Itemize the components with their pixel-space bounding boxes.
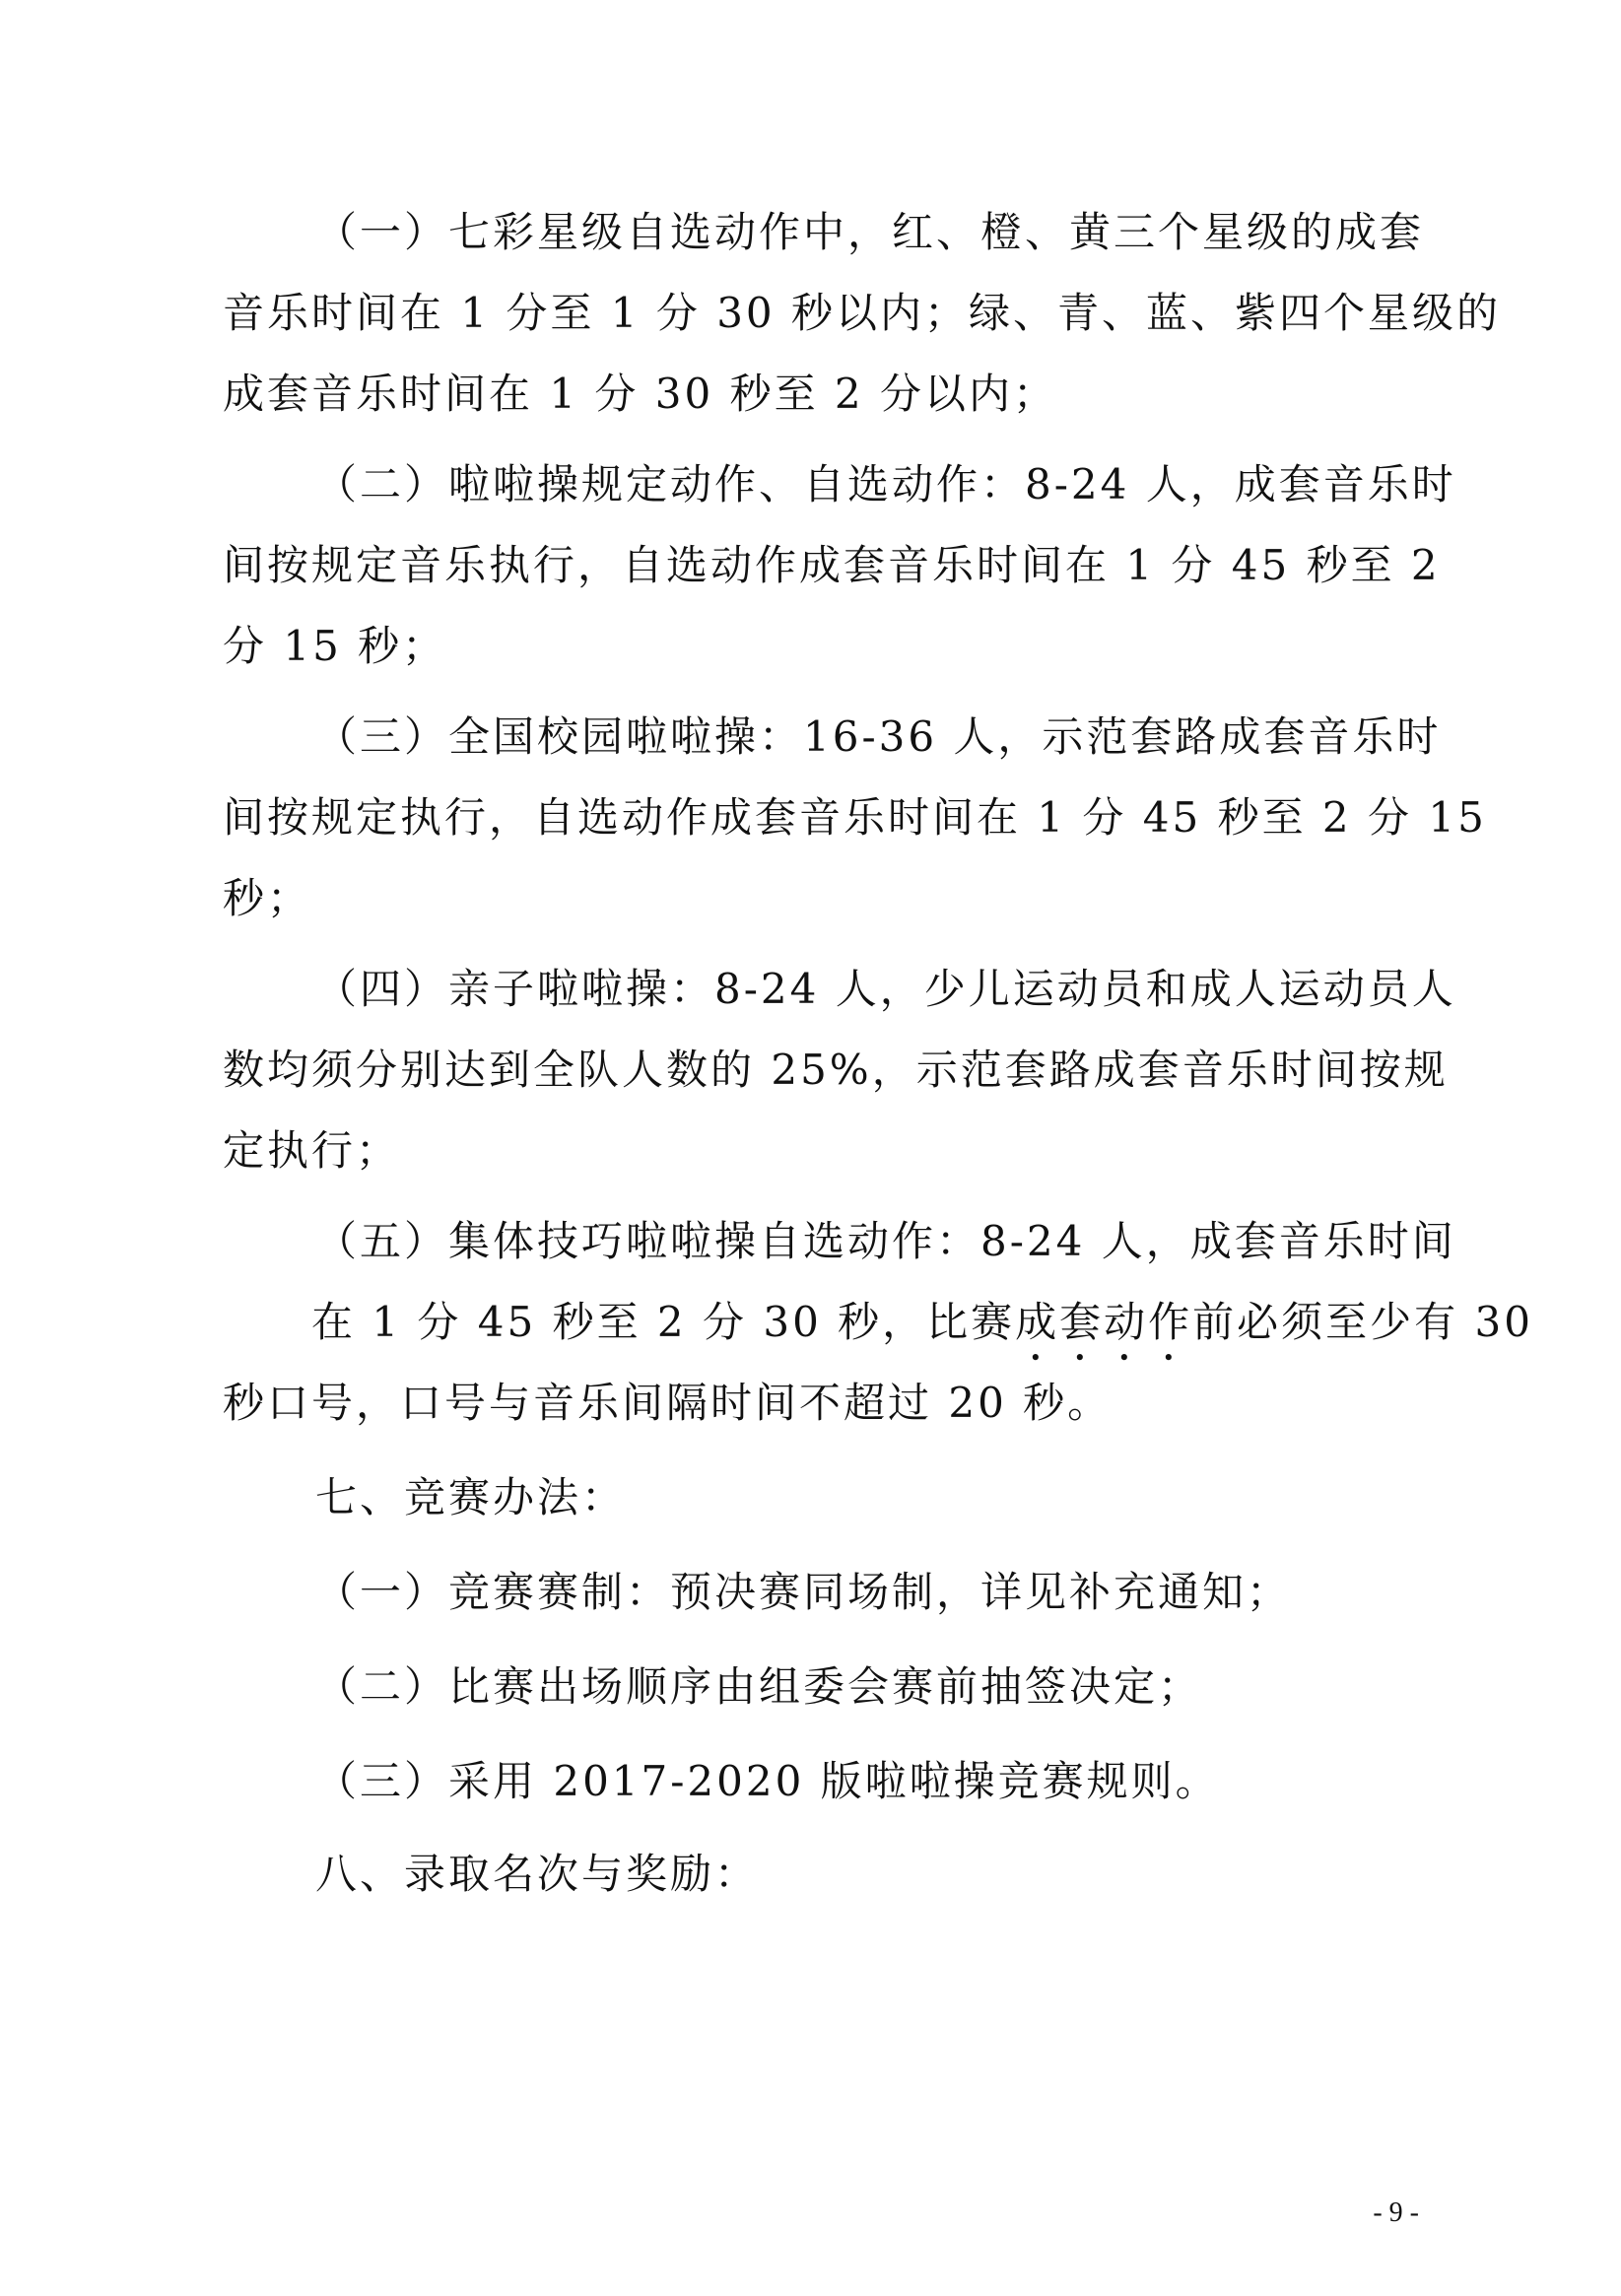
section7-item3: （三）采用 2017-2020 版啦啦操竞赛规则。 [315,1757,1220,1805]
s6-item2-line3: 分 15 秒； [223,622,447,670]
s6-item4-line3: 定执行； [223,1126,401,1175]
page-number: - 9 - [1373,2197,1419,2228]
s6-item1-line1: （一）七彩星级自选动作中，红、橙、黄三个星级的成套 [315,208,1425,256]
emphasized-text: 成套动作 [1015,1298,1193,1346]
s6-item3-line3: 秒； [223,874,312,922]
s6-item2-line2: 间按规定音乐执行，自选动作成套音乐时间在 1 分 45 秒至 2 [223,541,1441,589]
s6-item5-line3: 秒口号，口号与音乐间隔时间不超过 20 秒。 [223,1379,1113,1427]
s6-item5-line1: （五）集体技巧啦啦操自选动作：8-24 人，成套音乐时间 [315,1217,1456,1265]
section7-heading: 七、竞赛办法： [315,1473,627,1521]
s6-item2-line1: （二）啦啦操规定动作、自选动作：8-24 人，成套音乐时 [315,460,1456,508]
s6-item4-line2: 数均须分别达到全队人数的 25%，示范套路成套音乐时间按规 [223,1046,1449,1094]
s6-item5-line2 [311,1293,1533,1352]
s6-item4-line1: （四）亲子啦啦操：8-24 人，少儿运动员和成人运动员人 [315,965,1456,1013]
s6-item5-line2-end: 前必须至少有 30 [1192,1298,1533,1346]
section8-heading: 八、录取名次与奖励： [315,1850,760,1898]
s6-item3-line1: （三）全国校园啦啦操：16-36 人，示范套路成套音乐时 [315,712,1442,761]
s6-item3-line2: 间按规定执行，自选动作成套音乐时间在 1 分 45 秒至 2 分 15 [223,793,1487,842]
s6-item5-line2-start: 在 1 分 45 秒至 2 分 30 秒，比赛 [311,1298,1016,1346]
section7-item2: （二）比赛出场顺序由组委会赛前抽签决定； [315,1662,1203,1711]
section7-item1: （一）竞赛赛制：预决赛同场制，详见补充通知； [315,1568,1292,1616]
s6-item1-line2: 音乐时间在 1 分至 1 分 30 秒以内；绿、青、蓝、紫四个星级的 [223,289,1501,337]
s6-item1-line3: 成套音乐时间在 1 分 30 秒至 2 分以内； [223,370,1057,418]
